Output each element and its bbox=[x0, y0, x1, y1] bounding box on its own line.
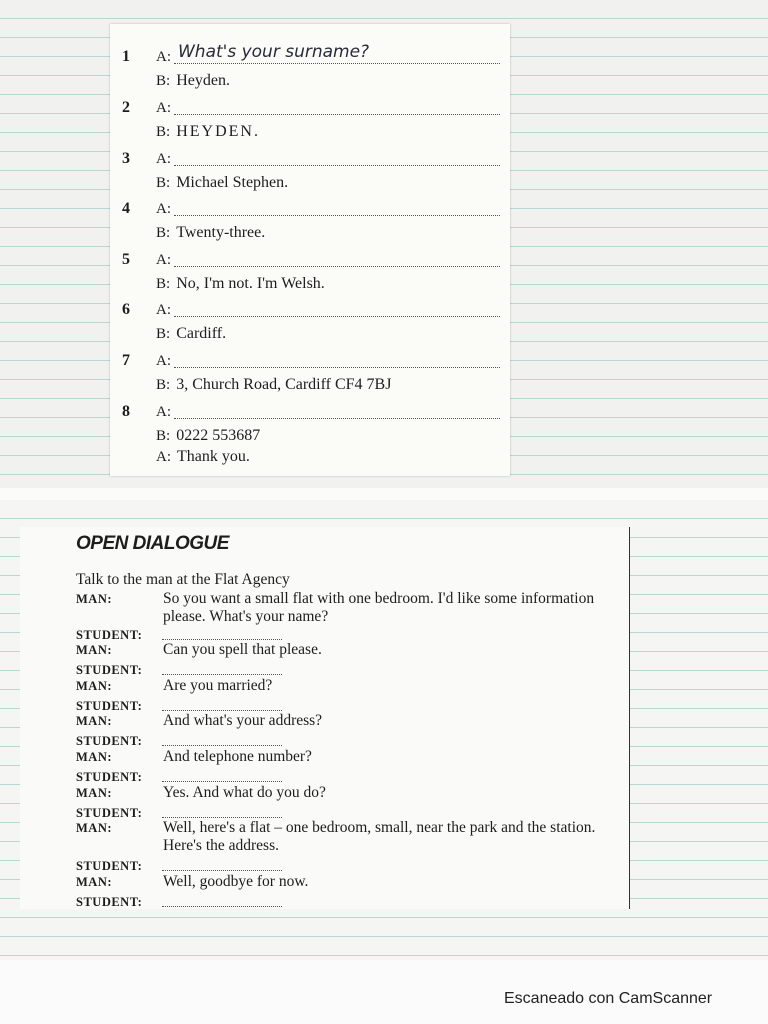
speaker-label: STUDENT: bbox=[76, 806, 143, 820]
speaker-b-text: 3, Church Road, Cardiff CF4 7BJ bbox=[176, 376, 392, 393]
speaker-b-label: B: bbox=[156, 73, 171, 89]
speaker-label: MAN: bbox=[76, 750, 113, 764]
man-utterance: And telephone number? bbox=[163, 748, 312, 765]
dialogue-intro: Talk to the man at the Flat Agency bbox=[76, 571, 290, 588]
man-utterance: So you want a small flat with one bedroom. I'd like some information please. What's your name? bbox=[163, 590, 595, 625]
speaker-label: STUDENT: bbox=[76, 663, 143, 677]
item-number: 5 bbox=[122, 251, 130, 268]
speaker-b-line bbox=[156, 123, 260, 141]
speaker-label: MAN: bbox=[76, 875, 113, 889]
item-number: 1 bbox=[122, 48, 130, 65]
speaker-b-text: Heyden. bbox=[176, 72, 230, 89]
speaker-b-label: B: bbox=[156, 124, 171, 140]
closing-line bbox=[156, 448, 250, 466]
man-utterance: Well, here's a flat – one bedroom, small, near the park and the station. Here's the address. bbox=[163, 819, 596, 854]
speaker-a-label: A: bbox=[156, 100, 171, 116]
closing-text: Thank you. bbox=[177, 448, 250, 465]
speaker-b-text: 0222 553687 bbox=[176, 427, 261, 444]
speaker-label: STUDENT: bbox=[76, 734, 143, 748]
speaker-b-text: No, I'm not. I'm Welsh. bbox=[176, 275, 325, 292]
answer-line[interactable] bbox=[174, 62, 500, 64]
speaker-b-text: HEYDEN. bbox=[176, 123, 260, 140]
answer-line[interactable] bbox=[174, 164, 500, 166]
speaker-b-line bbox=[156, 325, 226, 343]
speaker-b-line bbox=[156, 224, 265, 242]
speaker-b-label: B: bbox=[156, 326, 171, 342]
speaker-label: MAN: bbox=[76, 592, 113, 606]
speaker-a-label: A: bbox=[156, 49, 171, 65]
speaker-b-label: B: bbox=[156, 175, 171, 191]
speaker-b-text: Twenty-three. bbox=[176, 224, 266, 241]
speaker-b-line bbox=[156, 174, 288, 192]
man-utterance: Are you married? bbox=[163, 677, 273, 694]
item-number: 8 bbox=[122, 403, 130, 420]
speaker-label: STUDENT: bbox=[76, 859, 143, 873]
speaker-a-label: A: bbox=[156, 353, 171, 369]
item-number: 7 bbox=[122, 352, 130, 369]
speaker-b-text: Michael Stephen. bbox=[176, 174, 289, 191]
speaker-b-label: B: bbox=[156, 276, 171, 292]
speaker-b-line bbox=[156, 72, 230, 90]
speaker-b-line bbox=[156, 427, 260, 445]
speaker-b-text: Cardiff. bbox=[176, 325, 227, 342]
answer-line[interactable] bbox=[174, 113, 500, 115]
item-number: 6 bbox=[122, 301, 130, 318]
man-utterance: Can you spell that please. bbox=[163, 641, 322, 658]
speaker-label: MAN: bbox=[76, 643, 113, 657]
speaker-label: MAN: bbox=[76, 821, 113, 835]
answer-line[interactable] bbox=[174, 315, 500, 317]
speaker-a-label: A: bbox=[156, 404, 171, 420]
exercise-card bbox=[110, 24, 510, 476]
speaker-label: STUDENT: bbox=[76, 770, 143, 784]
man-utterance: And what's your address? bbox=[163, 712, 323, 729]
speaker-b-label: B: bbox=[156, 225, 171, 241]
speaker-a-label: A: bbox=[156, 151, 171, 167]
speaker-b-line bbox=[156, 376, 391, 394]
item-number: 4 bbox=[122, 200, 130, 217]
speaker-a-label: A: bbox=[156, 252, 171, 268]
man-utterance: Yes. And what do you do? bbox=[163, 784, 326, 801]
answer-line[interactable] bbox=[174, 417, 500, 419]
student-answer-line[interactable] bbox=[162, 780, 282, 782]
speaker-label: STUDENT: bbox=[76, 895, 143, 909]
speaker-b-line bbox=[156, 275, 325, 293]
speaker-a-label: A: bbox=[156, 449, 171, 465]
speaker-b-label: B: bbox=[156, 377, 171, 393]
handwritten-answer: What's your surname? bbox=[178, 42, 370, 62]
speaker-a-label: A: bbox=[156, 302, 171, 318]
speaker-label: MAN: bbox=[76, 679, 113, 693]
speaker-label: MAN: bbox=[76, 786, 113, 800]
answer-line[interactable] bbox=[174, 366, 500, 368]
section-title: OPEN DIALOGUE bbox=[76, 533, 229, 554]
speaker-a-label: A: bbox=[156, 201, 171, 217]
answer-line[interactable] bbox=[174, 265, 500, 267]
student-answer-line[interactable] bbox=[162, 709, 282, 711]
answer-line[interactable] bbox=[174, 214, 500, 216]
item-number: 2 bbox=[122, 99, 130, 116]
student-answer-line[interactable] bbox=[162, 638, 282, 640]
speaker-label: STUDENT: bbox=[76, 699, 143, 713]
scanner-watermark: Escaneado con CamScanner bbox=[504, 990, 713, 1007]
speaker-label: MAN: bbox=[76, 714, 113, 728]
speaker-label: STUDENT: bbox=[76, 628, 143, 642]
open-dialogue-card bbox=[20, 527, 630, 909]
student-answer-line[interactable] bbox=[162, 869, 282, 871]
man-utterance: Well, goodbye for now. bbox=[163, 873, 309, 890]
student-answer-line[interactable] bbox=[162, 905, 282, 907]
student-answer-line[interactable] bbox=[162, 744, 282, 746]
speaker-b-label: B: bbox=[156, 428, 171, 444]
student-answer-line[interactable] bbox=[162, 673, 282, 675]
student-answer-line[interactable] bbox=[162, 816, 282, 818]
item-number: 3 bbox=[122, 150, 130, 167]
